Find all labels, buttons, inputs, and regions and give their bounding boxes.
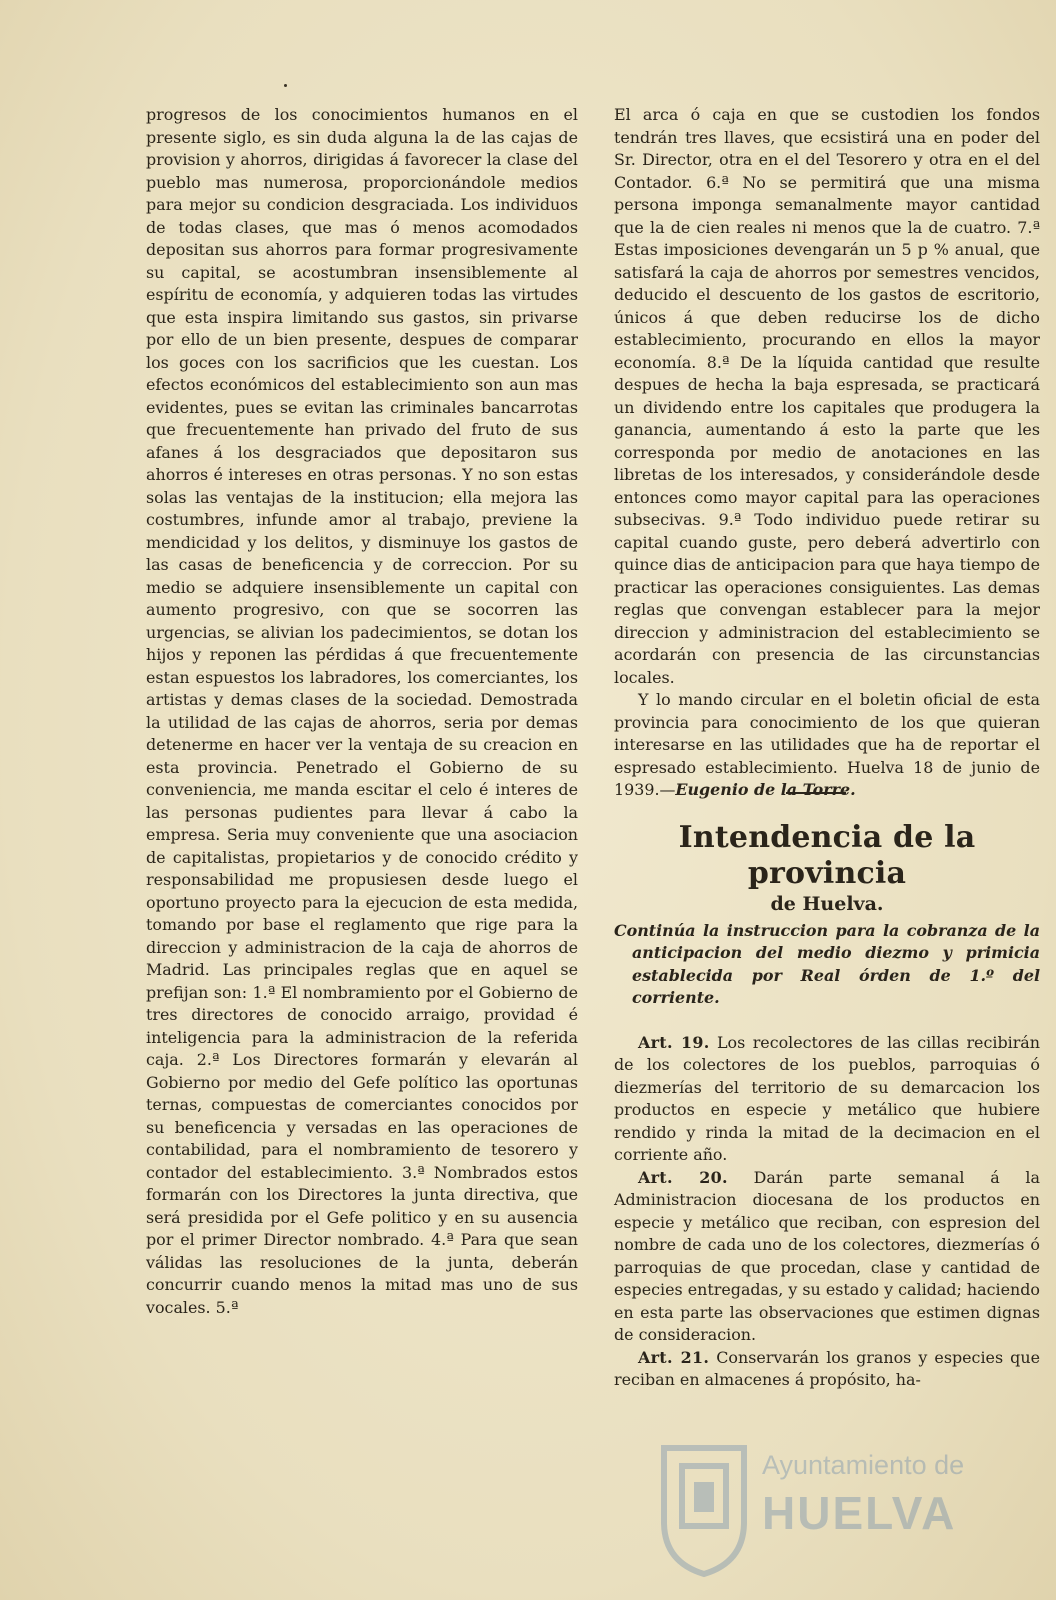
ink-speck bbox=[284, 84, 287, 87]
watermark-line1: Ayuntamiento de bbox=[762, 1450, 965, 1480]
archive-watermark bbox=[656, 1438, 986, 1588]
section-title: Intendencia de la provincia bbox=[678, 819, 976, 891]
article-20 bbox=[614, 1167, 1040, 1347]
city-crest-icon bbox=[656, 1438, 752, 1578]
right-column-continuation: El arca ó caja en que se custodien los fondos tendrán tres llaves, que ecsistirá una en poder del Sr. Director, otra en el del Tesorero y otra en el del Contador. 6.ª No se permitirá que una misma persona imponga semanalmente mayor cantidad que la de cien reales ni menos que la de cuatro. 7.ª Estas imposiciones devengarán un 5 p % anual, que satisfará la caja de ahorros por semestres vencidos, deducido el descuento de los gastos de escritorio, únicos á que deben reducirse los de dicho establecimiento, procurando en ellos la mayor economía. 8.ª De la líquida cantidad que resulte despues de hecha la baja espresada, se practicará un dividendo entre los capitales que produgera la ganancia, aumentando á esto la parte que les corresponda por medio de anotaciones en las libretas de los interesados, y considerándole desde entonces como mayor capital para las operaciones subsecivas. 9.ª Todo individuo puede retirar su capital cuando guste, pero deberá advertirlo con quince dias de anticipacion para que haya tiempo de practicar las operaciones consiguientes. Las demas reglas que convengan establecer para la mejor direccion y administracion del establecimiento se acordarán con presencia de las circunstancias locales. bbox=[614, 105, 1040, 687]
article-19 bbox=[614, 1032, 1040, 1167]
closing-paragraph bbox=[614, 689, 1040, 802]
closing-text: Y lo mando circular en el boletin oficial de esta provincia para conocimiento de los que quieran interesarse en las utilidades que ha de reportar el espresado establecimiento. Huelva 18 de junio de 1939.— bbox=[614, 690, 1040, 799]
article-text: Darán parte semanal á la Administracion diocesana de los productos en especie y metálico que reciban, con espresion del nombre de cada uno de los colectores, diezmerías ó parroquias de que procedan, clase y cantidad de especies entregadas, y su estado y calidad; haciendo en esta parte las observaciones que estimen dignas de consideracion. bbox=[614, 1167, 1040, 1344]
left-column bbox=[146, 104, 578, 1319]
signature: Eugenio de la Torre. bbox=[675, 780, 856, 799]
article-21 bbox=[614, 1347, 1040, 1392]
article-label: Art. 19. bbox=[638, 1032, 710, 1052]
article-label: Art. 21. bbox=[638, 1347, 710, 1367]
instruction-heading: Continúa la instruccion para la cobranza de la anticipacion del medio diezmo y primicia establecida por Real órden de 1.º del corriente. bbox=[614, 920, 1040, 1007]
article-text: Conservarán los granos y especies que reciban en almacenes á propósito, ha- bbox=[614, 1347, 1040, 1389]
section-subtitle: de Huelva. bbox=[770, 892, 884, 915]
article-label: Art. 20. bbox=[638, 1167, 728, 1187]
right-column bbox=[614, 104, 1040, 1392]
article-text: Los recolectores de las cillas recibirán de los colectores de los pueblos, parroquias ó diezmerías del territorio de su demarcacion los productos en especie y metálico que hubiere rendido y rinda la mitad de la decimacion en el corriente año. bbox=[614, 1032, 1040, 1164]
left-column-text: progresos de los conocimientos humanos en el presente siglo, es sin duda alguna la de las cajas de provision y ahorros, dirigidas á favorecer la clase del pueblo mas numerosa, proporcionándole medios para mejor su condicion desgraciada. Los individuos de todas clases, que mas ó menos acomodados depositan sus ahorros para formar progresivamente su capital, se acostumbran insensiblemente al espíritu de economía, y adquieren todas las virtudes que esta inspira limitando sus gastos, sin privarse por ello de un bien presente, despues de comparar los goces con los sacrificios que les cuestan. Los efectos económicos del establecimiento son aun mas evidentes, pues se evitan las criminales bancarrotas que frecuentemente han privado del fruto de sus afanes á los desgraciados que depositaron sus ahorros é intereses en otras personas. Y no son estas solas las ventajas de la institucion; ella mejora las costumbres, infunde amor al trabajo, previene la mendicidad y los delitos, y disminuye los gastos de las casas de beneficencia y de correccion. Por su medio se adquiere insensiblemente un capital con aumento progresivo, con que se socorren las urgencias, se alivian los padecimientos, se dotan los hijos y reponen las pérdidas á que frecuentemente estan espuestos los labradores, los comerciantes, los artistas y demas clases de la sociedad. Demostrada la utilidad de las cajas de ahorros, seria por demas detenerme en hacer ver la ventaja de su creacion en esta provincia. Penetrado el Gobierno de su conveniencia, me manda escitar el celo é interes de las personas pudientes para llevar á cabo la empresa. Seria muy conveniente que una asociacion de capitalistas, propietarios y de conocido crédito y responsabilidad me propusiesen desde luego el oportuno proyecto para la ejecucion de esta medida, tomando por base el reglamento que rige para la direccion y administracion de la caja de ahorros de Madrid. Las principales reglas que en aquel se prefijan son: 1.ª El nombramiento por el Gobierno de tres directores de conocido arraigo, providad é inteligencia para la administracion de la referida caja. 2.ª Los Directores formarán y elevarán al Gobierno por medio del Gefe político las oportunas ternas, compuestas de comerciantes conocidos por su beneficencia y versadas en las operaciones de contabilidad, para el nombramiento de tesorero y contador del establecimiento. 3.ª Nombrados estos formarán con los Directores la junta directiva, que será presidida por el Gefe politico y en su ausencia por el primer Director nombrado. 4.ª Para que sean válidas las resoluciones de la junta, deberán concurrir cuando menos la mitad mas uno de sus vocales. 5.ª bbox=[146, 105, 578, 1317]
watermark-line2: HUELVA bbox=[762, 1487, 957, 1539]
